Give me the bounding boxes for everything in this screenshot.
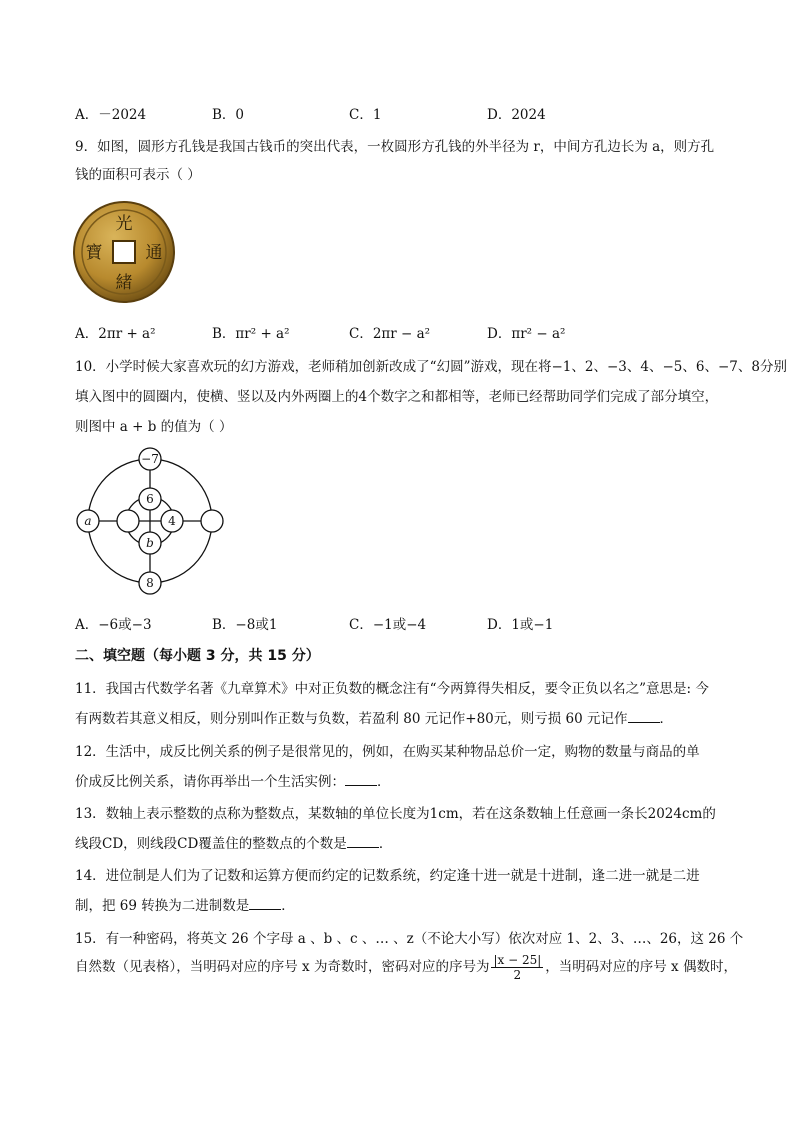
- q12-line-2-text: 价成反比例关系，请你再举出一个生活实例：: [75, 774, 345, 790]
- q12-end: ．: [377, 774, 391, 790]
- q13-end: ．: [378, 836, 393, 852]
- q12-line-1: 12．生活中，成反比例关系的例子是很常见的，例如，在购买某种物品总价一定，购物的数量与商品的单: [75, 744, 700, 760]
- q12-answer-blank[interactable]: [345, 773, 377, 786]
- q13-answer-blank[interactable]: [347, 835, 379, 848]
- q11-answer-blank[interactable]: [628, 710, 660, 723]
- q11-line-2-text: 有两数若其意义相反，则分别叫作正数与负数，若盈利 80 元记作+80元，则亏损 60 元记作: [75, 711, 628, 727]
- q8-option-a: A．－2024: [75, 107, 147, 123]
- q15-line-2: [75, 953, 737, 982]
- coin-image: [72, 200, 176, 304]
- q11-line-1: 11．我国古代数学名著《九章算术》中对正负数的概念注有“今两算得失相反，要令正负以名之”意思是: 今: [75, 681, 709, 697]
- node-bottom-label: 8: [146, 576, 154, 590]
- q10-line-2: 填入图中的圆圈内，使横、竖以及内外两圈上的4个数字之和都相等，老师已经帮助同学们完成了部分填空，: [75, 389, 719, 405]
- q9-option-d: D．πr² − a²: [487, 326, 566, 342]
- coin-char-bottom: 緒: [115, 273, 133, 293]
- node-inner-top-label: 6: [146, 492, 154, 506]
- q10-option-b: B．−8或1: [212, 617, 278, 633]
- q9-line-1: 9．如图，圆形方孔钱是我国古钱币的突出代表，一枚圆形方孔钱的外半径为 r，中间方孔边长为 a，则方孔: [75, 139, 715, 155]
- q13-line-2-text: 线段CD，则线段CD覆盖住的整数点的个数是: [75, 836, 347, 852]
- node-left-label: a: [84, 514, 92, 528]
- q9-option-a: A．2πr + a²: [75, 326, 156, 342]
- coin-char-right: 通: [145, 243, 163, 263]
- q13-line-1: 13．数轴上表示整数的点称为整数点，某数轴的单位长度为1cm，若在这条数轴上任意画一条长2024cm的: [75, 806, 716, 822]
- q11-line-2: [75, 707, 673, 727]
- q8-option-c: C．1: [349, 107, 382, 123]
- q15-fraction-numerator: |x − 25|: [493, 953, 542, 967]
- q14-line-2: [75, 894, 295, 914]
- q15-line-2a: 自然数（见表格），当明码对应的序号 x 为奇数时，密码对应的序号为: [75, 959, 490, 975]
- q10-option-c: C．−1或−4: [349, 617, 427, 633]
- q14-end: ．: [281, 898, 295, 914]
- q10-line-1: 10．小学时候大家喜欢玩的幻方游戏，老师稍加创新改成了“幻圆”游戏，现在将−1、2、−3、4、−5、6、−7、8分别: [75, 359, 787, 375]
- coin-square-hole: [113, 241, 135, 263]
- magic-circle-diagram: [70, 445, 235, 600]
- q8-option-b: B．0: [212, 107, 245, 123]
- q13-line-2: [75, 832, 392, 852]
- node-inner-right-label: 4: [168, 514, 176, 528]
- q12-line-2: [75, 770, 391, 790]
- coin-char-top: 光: [115, 214, 133, 234]
- q15-line-2b: ，当明码对应的序号 x 偶数时，: [545, 959, 737, 975]
- q14-answer-blank[interactable]: [249, 897, 281, 910]
- node-inner-left: [117, 510, 139, 532]
- q11-end: ．: [659, 711, 674, 727]
- q10-line-3: 则图中 a + b 的值为（ ）: [75, 419, 233, 435]
- node-inner-bottom-label: b: [146, 536, 154, 550]
- node-top-label: −7: [141, 452, 159, 466]
- section-title: 二、填空题（每小题 3 分，共 15 分）: [75, 648, 320, 664]
- q9-option-c: C．2πr − a²: [349, 326, 431, 342]
- q9-option-b: B．πr² + a²: [212, 326, 290, 342]
- q15-line-1: 15．有一种密码，将英文 26 个字母 a 、b 、c 、… 、z（不论大小写）依次对应 1、2、3、…、26，这 26 个: [75, 931, 744, 947]
- q14-line-1: 14．进位制是人们为了记数和运算方便而约定的记数系统，约定逢十进一就是十进制，逢二进一就是二进: [75, 868, 700, 884]
- q10-option-d: D．1或−1: [487, 617, 554, 633]
- q15-fraction-denominator: 2: [513, 968, 522, 982]
- coin-char-left: 寶: [85, 243, 103, 263]
- q15-fraction: [491, 953, 543, 982]
- q8-option-d: D．2024: [487, 107, 546, 123]
- node-right: [201, 510, 223, 532]
- q14-line-2-text: 制，把 69 转换为二进制数是: [75, 898, 250, 914]
- q9-line-2: 钱的面积可表示（ ）: [75, 167, 201, 183]
- q10-option-a: A．−6或−3: [75, 617, 152, 633]
